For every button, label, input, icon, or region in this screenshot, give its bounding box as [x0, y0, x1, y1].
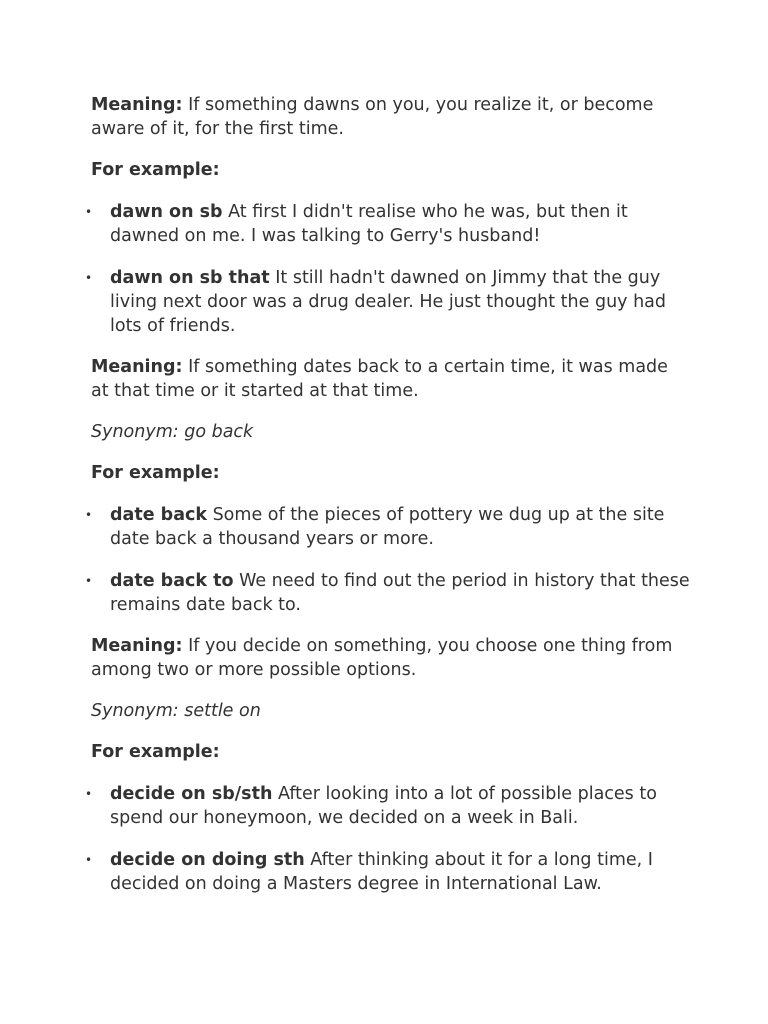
example-term: date back to	[110, 571, 234, 591]
bullet-icon: •	[85, 271, 93, 285]
for-example-heading: For example:	[91, 742, 220, 762]
synonym-line: Synonym: go back	[91, 422, 254, 442]
document-page	[85, 93, 691, 913]
example-text: After looking into a lot of possible places to spend our honeymoon, we decided on a week in Bali.	[110, 784, 657, 828]
bullet-icon: •	[85, 574, 93, 588]
example-text: It still hadn't dawned on Jimmy that the guy living next door was a drug dealer. He just thought the guy had lots of friends.	[110, 268, 667, 336]
meaning-text: If something dates back to a certain time, it was made at that time or it started at that time.	[91, 357, 668, 401]
bullet-icon: •	[85, 853, 93, 867]
example-term: decide on sb/sth	[110, 784, 273, 804]
for-example-heading: For example:	[91, 463, 220, 483]
bullet-icon: •	[85, 205, 93, 219]
meaning-paragraph	[91, 93, 691, 141]
example-item	[85, 200, 691, 248]
example-text: We need to find out the period in history that these remains date back to.	[110, 571, 690, 615]
example-item	[85, 782, 691, 830]
bullet-icon: •	[85, 787, 93, 801]
meaning-paragraph	[91, 355, 691, 403]
entry-dawn-on	[85, 93, 691, 338]
example-term: decide on doing sth	[110, 850, 305, 870]
example-list	[85, 200, 691, 338]
meaning-text: If you decide on something, you choose one thing from among two or more possible options.	[91, 636, 673, 680]
for-example-heading: For example:	[91, 160, 220, 180]
meaning-label: Meaning:	[91, 357, 183, 377]
bullet-icon: •	[85, 508, 93, 522]
example-list	[85, 503, 691, 617]
meaning-paragraph	[91, 634, 691, 682]
example-text: At first I didn't realise who he was, but then it dawned on me. I was talking to Gerry's husband!	[110, 202, 628, 246]
entry-decide-on	[85, 634, 691, 896]
example-term: dawn on sb	[110, 202, 223, 222]
meaning-text: If something dawns on you, you realize it, or become aware of it, for the first time.	[91, 95, 654, 139]
synonym-line: Synonym: settle on	[91, 701, 261, 721]
example-text: Some of the pieces of pottery we dug up at the site date back a thousand years or more.	[110, 505, 665, 549]
example-list	[85, 782, 691, 896]
example-text: After thinking about it for a long time, I decided on doing a Masters degree in International Law.	[110, 850, 653, 894]
meaning-label: Meaning:	[91, 95, 183, 115]
example-item	[85, 503, 691, 551]
example-term: dawn on sb that	[110, 268, 270, 288]
meaning-label: Meaning:	[91, 636, 183, 656]
example-item	[85, 569, 691, 617]
example-item	[85, 266, 691, 338]
example-term: date back	[110, 505, 208, 525]
example-item	[85, 848, 691, 896]
entry-date-back	[85, 355, 691, 617]
